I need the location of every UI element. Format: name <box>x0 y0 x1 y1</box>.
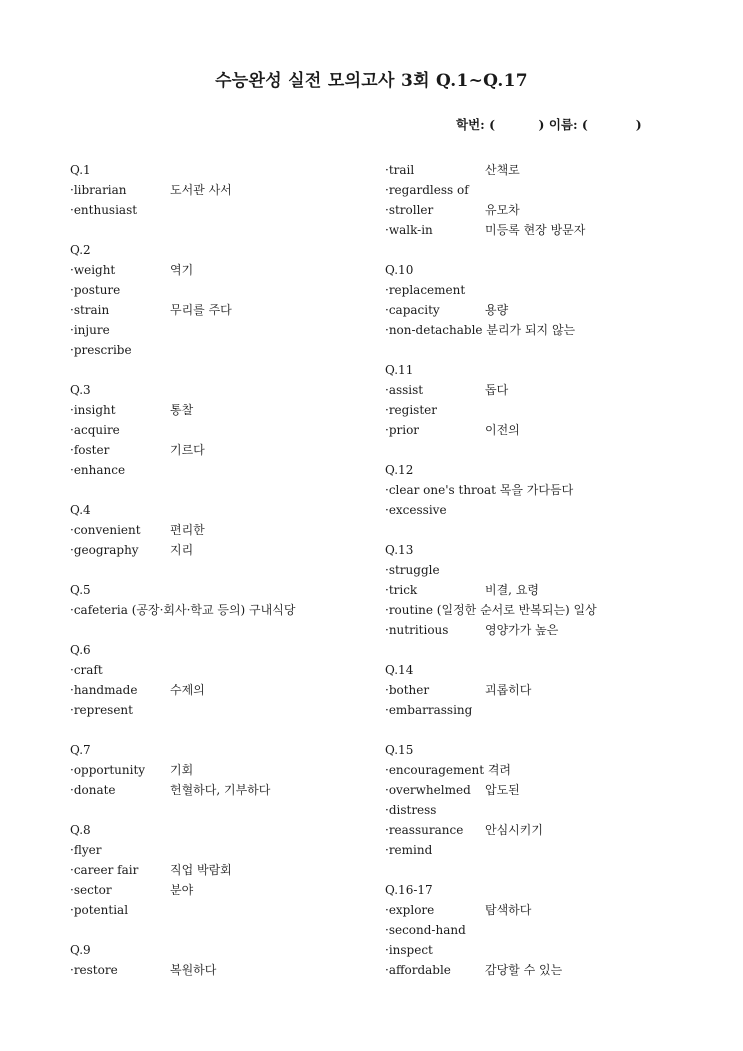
question-number: Q.12 <box>385 463 414 477</box>
question-number: Q.6 <box>70 643 91 657</box>
right-vocab-column <box>385 160 705 1000</box>
question-number: Q.15 <box>385 743 414 757</box>
question-section <box>385 160 705 240</box>
vocab-entry <box>385 620 705 640</box>
vocab-meaning: 기르다 <box>170 443 205 457</box>
vocab-entry <box>70 840 390 860</box>
vocab-entry <box>70 780 390 800</box>
question-number: Q.14 <box>385 663 414 677</box>
vocab-word: ·non-detachable 분리가 되지 않는 <box>385 323 576 337</box>
vocab-word: ·restore <box>70 963 118 977</box>
question-section <box>385 660 705 720</box>
vocab-entry <box>70 180 390 200</box>
vocab-meaning: 복원하다 <box>170 963 217 977</box>
vocab-word: ·weight <box>70 263 116 277</box>
vocab-entry <box>70 400 390 420</box>
vocab-word: ·reassurance <box>385 823 464 837</box>
question-section <box>385 740 705 860</box>
vocab-meaning: 수제의 <box>170 683 205 697</box>
vocab-entry <box>385 280 705 300</box>
vocab-word: ·distress <box>385 803 437 817</box>
vocab-meaning: 괴롭히다 <box>485 683 532 697</box>
vocab-word: ·convenient <box>70 523 141 537</box>
vocab-meaning: 유모차 <box>485 203 520 217</box>
vocab-entry <box>385 700 705 720</box>
vocab-entry <box>385 840 705 860</box>
vocab-entry <box>385 400 705 420</box>
vocab-word: ·flyer <box>70 843 102 857</box>
vocab-word: ·remind <box>385 843 433 857</box>
question-number: Q.16-17 <box>385 883 433 897</box>
vocab-word: ·bother <box>385 683 430 697</box>
vocab-word: ·enthusiast <box>70 203 138 217</box>
vocab-meaning: 용량 <box>485 303 509 317</box>
vocab-entry <box>70 420 390 440</box>
vocab-entry <box>385 380 705 400</box>
question-section <box>70 160 390 220</box>
vocab-entry <box>70 320 390 340</box>
vocab-entry <box>70 440 390 460</box>
vocab-word: ·cafeteria (공장·회사·학교 등의) 구내식당 <box>70 603 296 617</box>
vocab-entry <box>70 860 390 880</box>
vocab-word: ·handmade <box>70 683 138 697</box>
vocab-word: ·assist <box>385 383 424 397</box>
vocab-word: ·geography <box>70 543 139 557</box>
vocab-entry <box>70 680 390 700</box>
vocab-meaning: 산책로 <box>485 163 520 177</box>
vocab-meaning: 안심시키기 <box>485 823 543 837</box>
vocab-word: ·insight <box>70 403 116 417</box>
vocab-word: ·enhance <box>70 463 126 477</box>
vocab-meaning: 비결, 요령 <box>485 583 539 597</box>
vocab-entry <box>70 280 390 300</box>
vocab-entry <box>385 300 705 320</box>
vocab-word: ·sector <box>70 883 112 897</box>
question-number: Q.2 <box>70 243 91 257</box>
vocab-entry <box>70 960 390 980</box>
vocab-meaning: 분야 <box>170 883 194 897</box>
vocab-entry <box>70 520 390 540</box>
vocab-entry <box>385 220 705 240</box>
vocab-entry <box>385 900 705 920</box>
question-section <box>70 820 390 920</box>
vocab-meaning: 편리한 <box>170 523 205 537</box>
vocab-meaning: 역기 <box>170 263 194 277</box>
vocab-entry <box>385 960 705 980</box>
question-section <box>70 740 390 800</box>
vocab-word: ·foster <box>70 443 110 457</box>
question-number: Q.3 <box>70 383 91 397</box>
question-section <box>385 260 705 340</box>
vocab-word: ·craft <box>70 663 103 677</box>
question-number: Q.13 <box>385 543 414 557</box>
vocab-word: ·represent <box>70 703 133 717</box>
vocab-meaning: 돕다 <box>485 383 509 397</box>
vocab-word: ·career fair <box>70 863 139 877</box>
vocab-word: ·prior <box>385 423 420 437</box>
question-section <box>385 540 705 640</box>
vocab-word: ·donate <box>70 783 116 797</box>
question-number: Q.7 <box>70 743 91 757</box>
vocab-entry <box>385 940 705 960</box>
question-section <box>385 460 705 520</box>
vocab-entry <box>385 480 705 500</box>
vocab-entry <box>385 160 705 180</box>
vocab-meaning: 지리 <box>170 543 194 557</box>
vocab-entry <box>70 700 390 720</box>
vocab-word: ·librarian <box>70 183 127 197</box>
vocab-entry <box>385 560 705 580</box>
vocab-meaning: 헌혈하다, 기부하다 <box>170 783 271 797</box>
vocab-word: ·walk-in <box>385 223 433 237</box>
vocab-entry <box>385 920 705 940</box>
question-section <box>70 500 390 560</box>
vocab-word: ·nutritious <box>385 623 449 637</box>
question-section <box>70 380 390 480</box>
vocab-word: ·register <box>385 403 437 417</box>
question-section <box>70 240 390 360</box>
question-number: Q.5 <box>70 583 91 597</box>
vocab-word: ·trail <box>385 163 415 177</box>
vocab-meaning: 감당할 수 있는 <box>485 963 563 977</box>
vocab-entry <box>385 180 705 200</box>
vocab-word: ·second-hand <box>385 923 466 937</box>
vocab-word: ·strain <box>70 303 110 317</box>
vocab-word: ·acquire <box>70 423 120 437</box>
vocab-word: ·overwhelmed <box>385 783 471 797</box>
left-vocab-column <box>70 160 390 1000</box>
vocab-entry <box>70 300 390 320</box>
vocab-entry <box>385 800 705 820</box>
vocab-word: ·stroller <box>385 203 434 217</box>
vocab-word: ·inspect <box>385 943 433 957</box>
vocab-word: ·clear one's throat 목을 가다듬다 <box>385 483 574 497</box>
question-number: Q.4 <box>70 503 91 517</box>
vocab-entry <box>385 320 705 340</box>
vocab-entry <box>70 600 390 620</box>
question-number: Q.11 <box>385 363 414 377</box>
student-info-line: 학번: ( ) 이름: ( ) <box>456 117 642 132</box>
vocab-meaning: 통찰 <box>170 403 194 417</box>
vocab-word: ·prescribe <box>70 343 132 357</box>
vocab-entry <box>70 200 390 220</box>
vocab-entry <box>385 200 705 220</box>
vocab-word: ·excessive <box>385 503 447 517</box>
question-section <box>385 880 705 980</box>
vocab-entry <box>70 260 390 280</box>
vocab-word: ·posture <box>70 283 121 297</box>
page-title: 수능완성 실전 모의고사 3회 Q.1~Q.17 <box>215 71 528 91</box>
vocab-word: ·replacement <box>385 283 466 297</box>
vocab-entry <box>385 760 705 780</box>
question-number: Q.9 <box>70 943 91 957</box>
question-section <box>70 940 390 980</box>
vocab-word: ·injure <box>70 323 110 337</box>
vocab-entry <box>70 880 390 900</box>
vocab-word: ·trick <box>385 583 418 597</box>
vocab-meaning: 도서관 사서 <box>170 183 232 197</box>
vocab-entry <box>385 580 705 600</box>
vocab-word: ·potential <box>70 903 129 917</box>
vocab-meaning: 무리를 주다 <box>170 303 232 317</box>
vocab-word: ·regardless of <box>385 183 469 197</box>
vocab-word: ·explore <box>385 903 435 917</box>
vocab-word: ·struggle <box>385 563 440 577</box>
vocab-entry <box>70 460 390 480</box>
question-section <box>70 580 390 620</box>
vocab-entry <box>385 600 705 620</box>
vocab-meaning: 탐색하다 <box>485 903 532 917</box>
question-number: Q.10 <box>385 263 414 277</box>
question-section <box>70 640 390 720</box>
vocab-meaning: 영양가가 높은 <box>485 623 559 637</box>
vocab-meaning: 압도된 <box>485 783 520 797</box>
vocab-word: ·affordable <box>385 963 451 977</box>
vocab-meaning: 기회 <box>170 763 194 777</box>
vocab-entry <box>385 500 705 520</box>
vocab-word: ·embarrassing <box>385 703 473 717</box>
vocab-word: ·routine (일정한 순서로 반복되는) 일상 <box>385 603 597 617</box>
vocab-entry <box>70 540 390 560</box>
vocab-meaning: 직업 박람회 <box>170 863 232 877</box>
vocab-meaning: 미등록 현장 방문자 <box>485 223 586 237</box>
question-number: Q.1 <box>70 163 91 177</box>
vocab-entry <box>70 660 390 680</box>
vocab-word: ·opportunity <box>70 763 146 777</box>
vocab-meaning: 이전의 <box>485 423 520 437</box>
vocab-entry <box>70 340 390 360</box>
question-section <box>385 360 705 440</box>
vocab-word: ·capacity <box>385 303 440 317</box>
vocab-entry <box>385 780 705 800</box>
vocab-entry <box>70 760 390 780</box>
vocab-entry <box>70 900 390 920</box>
vocab-entry <box>385 420 705 440</box>
vocab-entry <box>385 680 705 700</box>
question-number: Q.8 <box>70 823 91 837</box>
vocab-word: ·encouragement 격려 <box>385 763 512 777</box>
vocab-entry <box>385 820 705 840</box>
